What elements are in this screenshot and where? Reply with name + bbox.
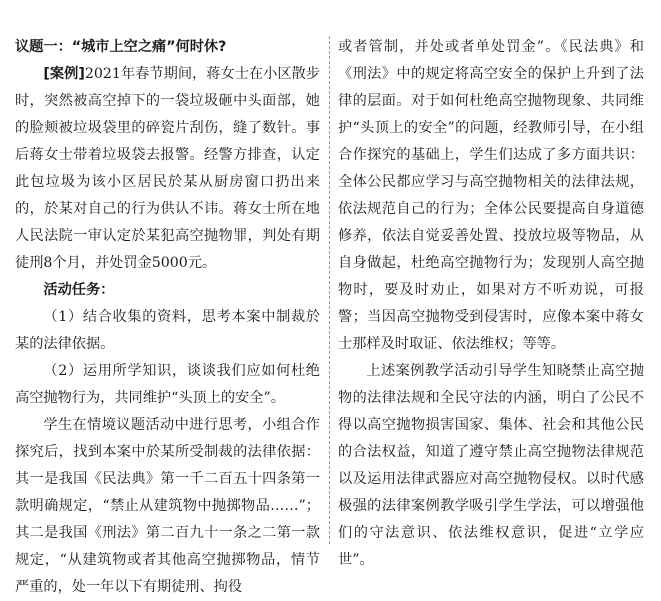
activity-heading: 活动任务： [43,282,115,298]
column-divider [329,36,330,544]
students-paragraph: 学生在情境议题活动中进行思考，小组合作探究后，找到本案中於某所受制裁的法律依据：其一是我国《民法典》第一千二百五十四条第一款明确规定，“禁止从建筑物中抛掷物品……”；其二是我国《刑法》第二百九十一条之二第一款规定，“从建筑物或者其他高空抛掷物品，情节严重的，处一年以下有期徒刑、拘役 [15,417,320,595]
continued-paragraph: 或者管制，并处或者单处罚金”。《民法典》和《刑法》中的规定将高空安全的保护上升到了法律的层面。对于如何杜绝高空抛物现象、共同维护“头顶上的安全”的问题，经教师引导，在小组合作探究的基础上，学生们达成了多方面共识：全体公民都应学习与高空抛物相关的法律法规，依法规范自己的行为；全体公民要提高自身道德修养，依法自觉妥善处置、投放垃圾等物品，从自身做起，杜绝高空抛物行为；发现别人高空抛物时，要及时劝止，如果对方不听劝说，可报警；当因高空抛物受到侵害时，应像本案中蒋女士那样及时取证、依法维权；等等。 [338,39,644,352]
topic-title: 议题一：“城市上空之痛”何时休? [15,39,227,55]
case-paragraph [15,61,320,277]
task-item-1: （1）结合收集的资料，思考本案中制裁於某的法律依据。 [15,309,320,352]
right-column [338,34,644,574]
left-column [15,34,320,601]
case-label: [案例] [43,66,85,82]
case-text: 2021年春节期间，蒋女士在小区散步时，突然被高空掉下的一袋垃圾砸中头面部，她的脸颊被垃圾袋里的碎瓷片刮伤，缝了数针。事后蒋女士带着垃圾袋去报警。经警方排查，认定此包垃圾为该小区居民於某从厨房窗口扔出来的，於某对自己的行为供认不讳。蒋女士所在地人民法院一审认定於某犯高空抛物罪，判处有期徒刑8个月，并处罚金5000元。 [15,66,320,271]
summary-paragraph: 上述案例教学活动引导学生知晓禁止高空抛物的法律法规和全民守法的内涵，明白了公民不得以高空抛物损害国家、集体、社会和其他公民的合法权益，知道了遵守禁止高空抛物法律规范以及运用法律武器应对高空抛物侵权。以时代感极强的法律案例教学吸引学生学法，可以增强他们的守法意识、依法维权意识，促进“立学应世”。 [338,363,644,568]
task-item-2: （2）运用所学知识，谈谈我们应如何杜绝高空抛物行为，共同维护“头顶上的安全”。 [15,363,320,406]
